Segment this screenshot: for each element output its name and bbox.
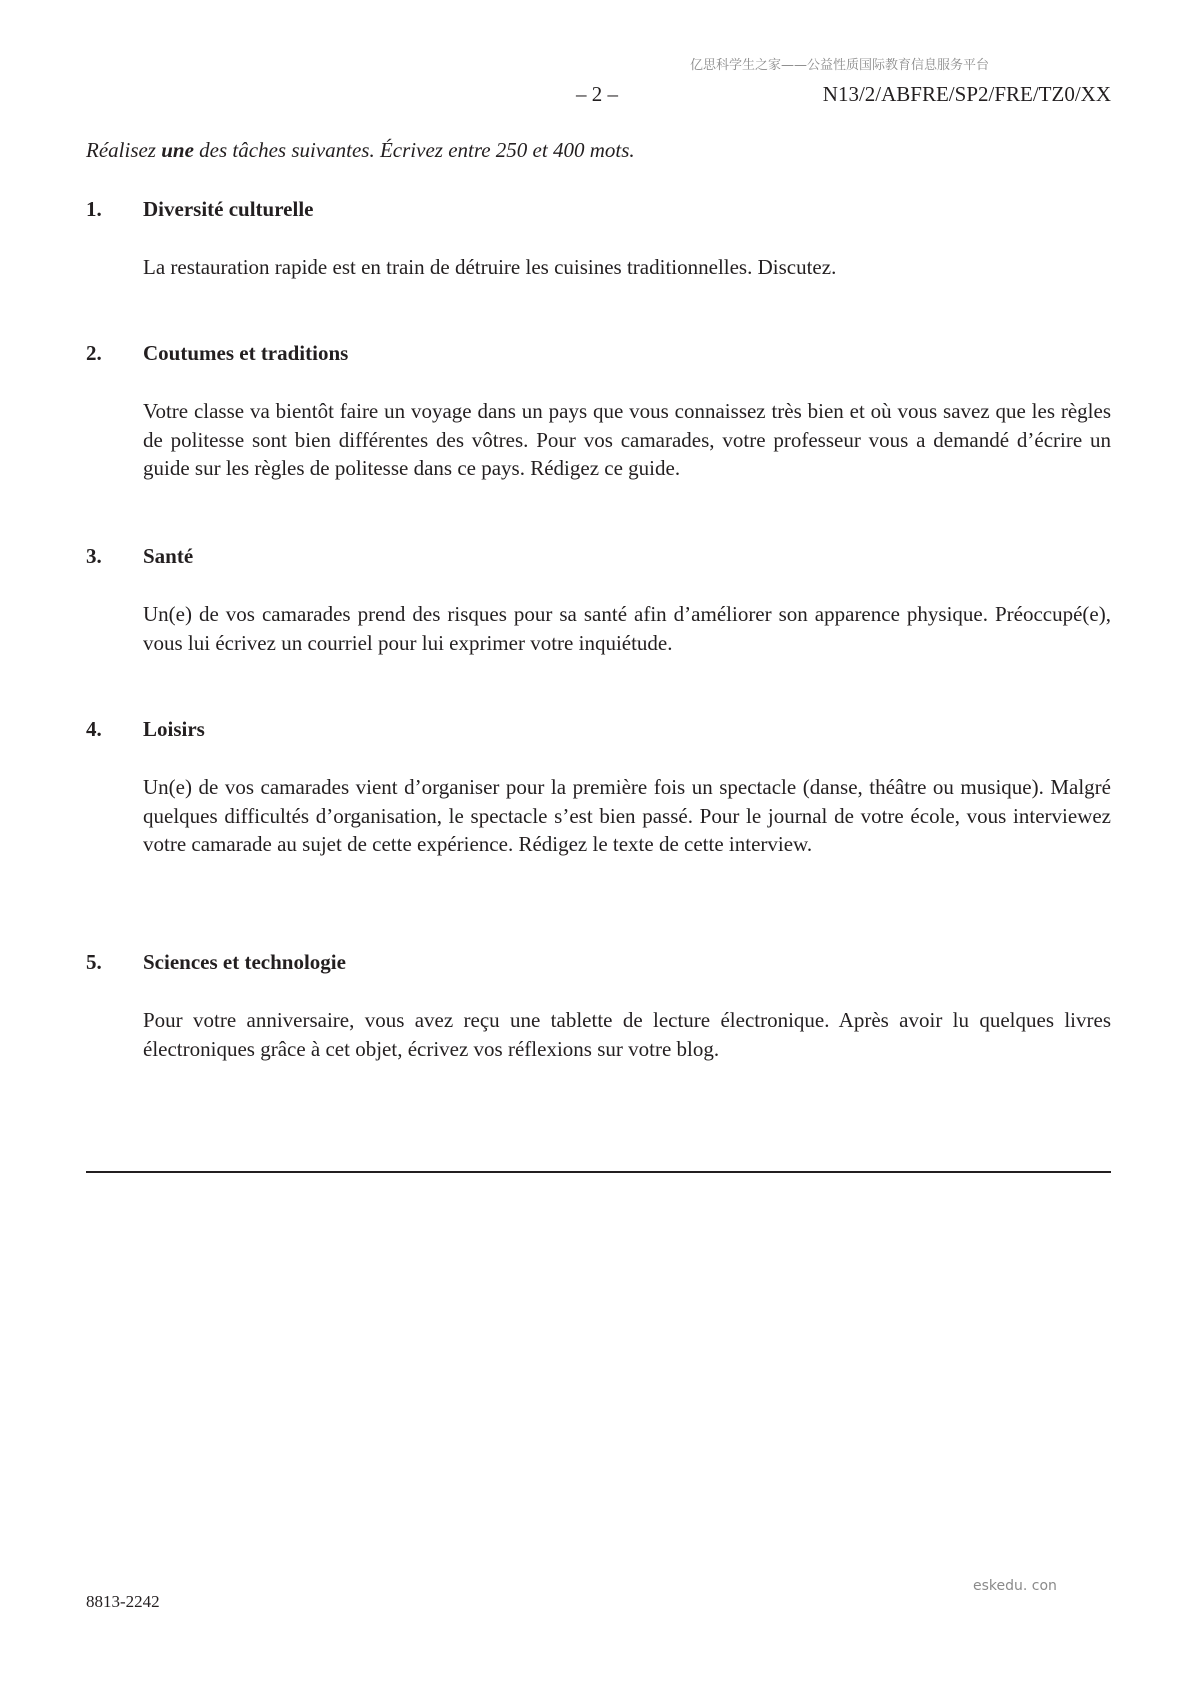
task-1 <box>86 195 1111 282</box>
task-title: Santé <box>143 544 194 568</box>
paper-code: N13/2/ABFRE/SP2/FRE/TZ0/XX <box>822 82 1111 106</box>
task-number: 5. <box>86 950 102 974</box>
task-text: La restauration rapide est en train de détruire les cuisines traditionnelles. Discutez. <box>143 255 837 279</box>
task-title: Coutumes et traditions <box>143 341 349 365</box>
task-title: Loisirs <box>143 717 205 741</box>
task-3 <box>86 542 1111 657</box>
task-text: Un(e) de vos camarades vient d’organiser pour la première fois un spectacle (danse, théâtre ou musique). Malgré quelques difficultés d’organisation, le spectacle s’est bien passé. Pour le journal de votre école, vous interviewez votre camarade au sujet de cette expérience. Rédigez le texte de cette interview. <box>143 775 1111 856</box>
task-title: Diversité culturelle <box>143 197 314 221</box>
task-text: Un(e) de vos camarades prend des risques pour sa santé afin d’améliorer son apparence physique. Préoccupé(e), vous lui écrivez un courriel pour lui exprimer votre inquiétude. <box>143 602 1111 655</box>
header-watermark: 亿思科学生之家——公益性质国际教育信息服务平台 <box>690 58 990 73</box>
task-heading <box>86 948 1111 976</box>
end-rule <box>86 1171 1111 1173</box>
footer-watermark: eskedu. con <box>973 1578 1057 1594</box>
task-number: 1. <box>86 197 102 221</box>
task-heading <box>86 715 1111 743</box>
task-number: 2. <box>86 341 102 365</box>
instructions <box>86 138 635 163</box>
task-2 <box>86 339 1111 483</box>
task-text: Pour votre anniversaire, vous avez reçu une tablette de lecture électronique. Après avoir lu quelques livres électroniques grâce à cet objet, écrivez vos réflexions sur votre blog. <box>143 1008 1111 1061</box>
task-number: 3. <box>86 544 102 568</box>
task-heading <box>86 542 1111 570</box>
instructions-emphasis: une <box>161 138 194 162</box>
task-text: Votre classe va bientôt faire un voyage dans un pays que vous connaissez très bien et où vous savez que les règles de politesse sont bien différentes des vôtres. Pour vos camarades, votre professeur vous a demandé d’écrire un guide sur les règles de politesse dans ce pays. Rédigez ce guide. <box>143 399 1111 480</box>
instructions-before: Réalisez <box>86 138 162 162</box>
instructions-after: des tâches suivantes. Écrivez entre 250 et 400 mots. <box>193 138 635 162</box>
task-4 <box>86 715 1111 859</box>
page-number: – 2 – <box>576 82 618 106</box>
task-heading <box>86 339 1111 367</box>
task-title: Sciences et technologie <box>143 950 346 974</box>
task-heading <box>86 195 1111 223</box>
task-number: 4. <box>86 717 102 741</box>
document-code: 8813-2242 <box>86 1592 160 1611</box>
task-5 <box>86 948 1111 1063</box>
